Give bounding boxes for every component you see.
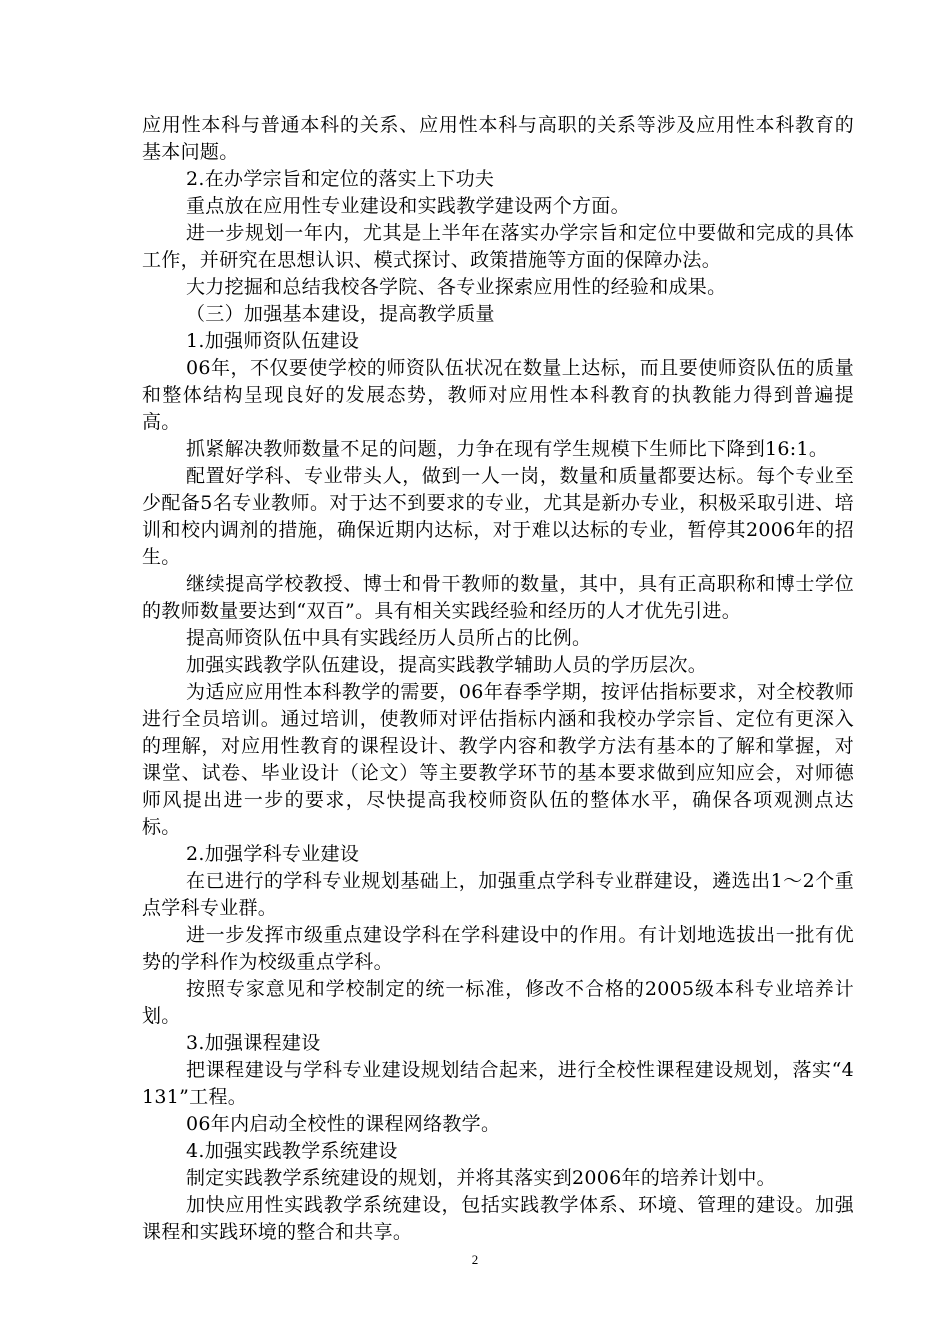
paragraph: 重点放在应用性专业建设和实践教学建设两个方面。 [186,195,630,217]
paragraph: 为适应应用性本科教学的需要，06年春季学期，按评估指标要求，对全校教师进行全员培训。通过培训，使教师对评估指标内涵和我校办学宗旨、定位有更深入的理解，对应用性教育的课程设计、教学内容和教学方法有基本的了解和掌握，对课堂、试卷、毕业设计（论文）等主要教学环节的基本要求做到应知应会，对师德师风提出进一步的要求，尽快提高我校师资队伍的整体水平，确保各项观测点达标。 [142,681,854,838]
paragraph: 提高师资队伍中具有实践经历人员所占的比例。 [186,627,592,649]
paragraph: 加快应用性实践教学系统建设，包括实践教学体系、环境、管理的建设。加强课程和实践环境的整合和共享。 [142,1194,854,1243]
paragraph: 2.加强学科专业建设 [186,843,360,865]
paragraph: 把课程建设与学科专业建设规划结合起来，进行全校性课程建设规划，落实“4131”工程。 [142,1059,854,1108]
paragraph: 加强实践教学队伍建设，提高实践教学辅助人员的学历层次。 [186,654,708,676]
paragraph: 应用性本科与普通本科的关系、应用性本科与高职的关系等涉及应用性本科教育的基本问题。 [142,114,854,163]
paragraph: 按照专家意见和学校制定的统一标准，修改不合格的2005级本科专业培养计划。 [142,978,854,1027]
paragraph: 继续提高学校教授、博士和骨干教师的数量，其中，具有正高职称和博士学位的教师数量要达到“双百”。具有相关实践经验和经历的人才优先引进。 [142,573,854,622]
paragraph: 1.加强师资队伍建设 [186,330,360,352]
paragraph: 3.加强课程建设 [186,1032,321,1054]
paragraph: 4.加强实践教学系统建设 [186,1140,398,1162]
paragraph: 大力挖掘和总结我校各学院、各专业探索应用性的经验和成果。 [186,276,727,298]
paragraph: 06年内启动全校性的课程网络教学。 [186,1113,501,1135]
paragraph: 抓紧解决教师数量不足的问题，力争在现有学生规模下生师比下降到16:1。 [186,438,829,460]
paragraph: 在已进行的学科专业规划基础上，加强重点学科专业群建设，遴选出1～2个重点学科专业群。 [142,870,854,919]
paragraph: 进一步发挥市级重点建设学科在学科建设中的作用。有计划地选拔出一批有优势的学科作为校级重点学科。 [142,924,854,973]
document-body [142,112,854,1246]
paragraph: 进一步规划一年内，尤其是上半年在落实办学宗旨和定位中要做和完成的具体工作，并研究在思想认识、模式探讨、政策措施等方面的保障办法。 [142,222,854,271]
paragraph: 配置好学科、专业带头人，做到一人一岗，数量和质量都要达标。每个专业至少配备5名专业教师。对于达不到要求的专业，尤其是新办专业，积极采取引进、培训和校内调剂的措施，确保近期内达标，对于难以达标的专业，暂停其2006年的招生。 [142,465,854,568]
paragraph: 06年，不仅要使学校的师资队伍状况在数量上达标，而且要使师资队伍的质量和整体结构呈现良好的发展态势，教师对应用性本科教育的执教能力得到普遍提高。 [142,357,854,433]
paragraph: 2.在办学宗旨和定位的落实上下功夫 [186,168,495,190]
paragraph: （三）加强基本建设，提高教学质量 [186,303,495,325]
page-number: 2 [471,1252,479,1267]
paragraph: 制定实践教学系统建设的规划，并将其落实到2006年的培养计划中。 [186,1167,776,1189]
